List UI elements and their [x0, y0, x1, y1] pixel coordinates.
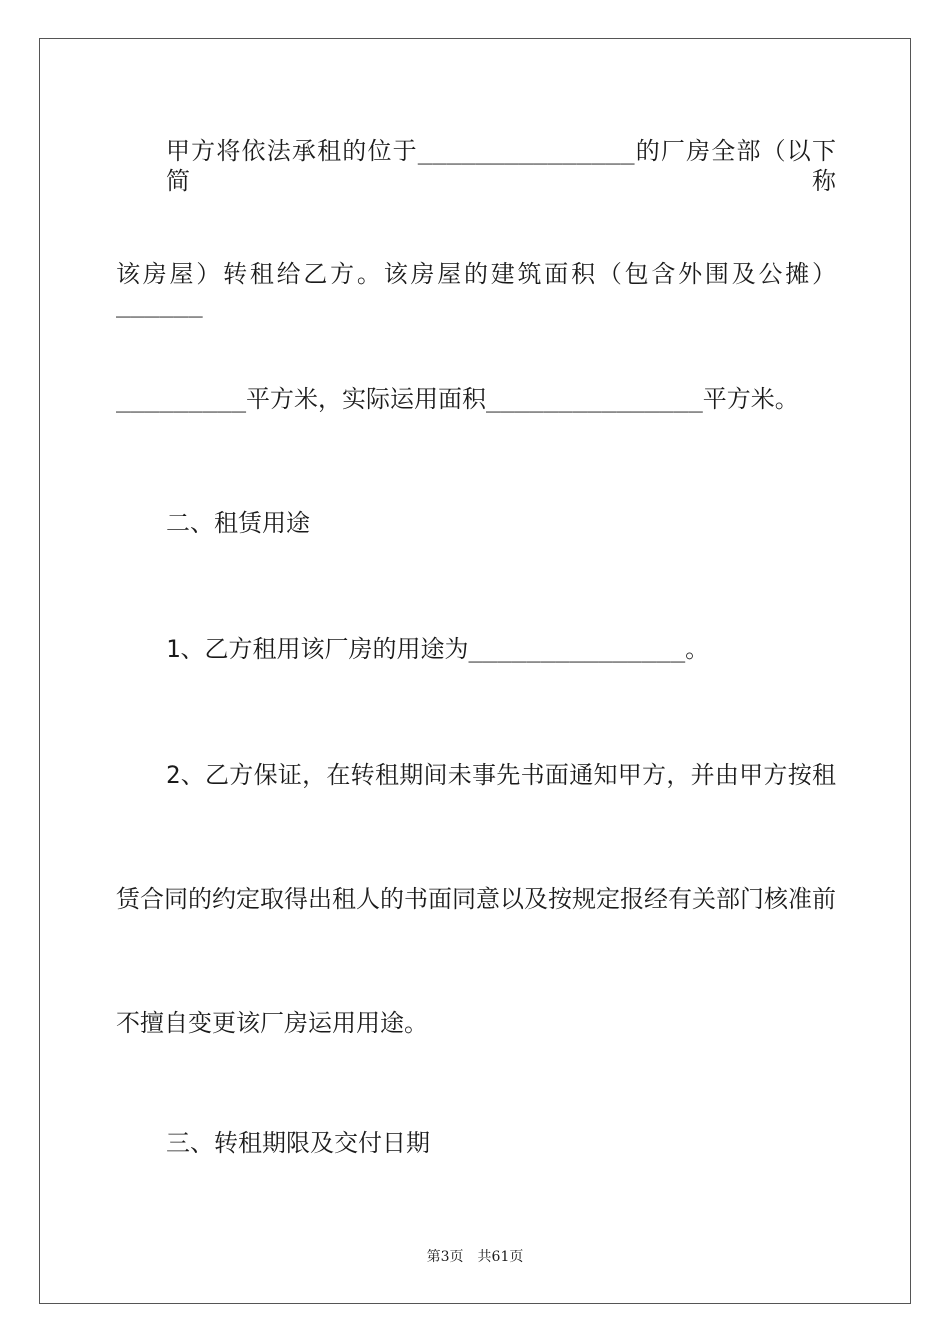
- section-heading-2: 二、租赁用途: [166, 509, 310, 537]
- paragraph-line-1: 甲方将依法承租的位于_______________的厂房全部（以下简称: [166, 137, 836, 195]
- page-number: 第3页: [426, 1249, 464, 1265]
- paragraph-line-3: _________平方米，实际运用面积_______________平方米。: [116, 385, 799, 413]
- section-heading-3: 三、转租期限及交付日期: [166, 1129, 430, 1157]
- page-footer: [0, 1248, 950, 1266]
- page-frame: [39, 38, 911, 1304]
- paragraph-line-2: 该房屋）转租给乙方。该房屋的建筑面积（包含外围及公摊）______: [116, 260, 836, 318]
- clause-2-line-2: 赁合同的约定取得出租人的书面同意以及按规定报经有关部门核准前: [116, 885, 836, 913]
- clause-2-line-3: 不擅自变更该厂房运用用途。: [116, 1009, 428, 1037]
- clause-2-line-1: 2、乙方保证，在转租期间未事先书面通知甲方，并由甲方按租: [166, 761, 836, 789]
- page-total: 共61页: [477, 1249, 524, 1265]
- clause-1-line: 1、乙方租用该厂房的用途为_______________。: [166, 635, 710, 663]
